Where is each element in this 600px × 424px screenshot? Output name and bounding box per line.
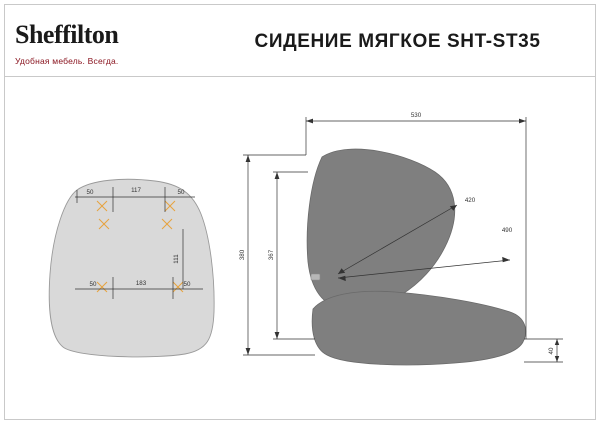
brand-name: Sheffilton xyxy=(15,20,119,49)
seat-cushion xyxy=(312,291,526,365)
page-title: СИДЕНИЕ МЯГКОЕ SHT-ST35 xyxy=(254,31,541,52)
backrest-cushion xyxy=(307,149,455,309)
dim-label: 183 xyxy=(135,280,147,287)
brand-logo xyxy=(15,21,195,66)
seat-top-view xyxy=(49,179,214,357)
hinge-detail xyxy=(311,274,320,280)
dim-label: 530 xyxy=(410,112,422,119)
dim-label: 50 xyxy=(89,281,97,288)
dim-label: 50 xyxy=(183,281,191,288)
dim-label: 420 xyxy=(464,197,476,204)
dim-label: 117 xyxy=(131,187,141,194)
page-header xyxy=(5,5,595,77)
dim-label: 50 xyxy=(177,189,185,196)
dim-label: 380 xyxy=(239,249,246,261)
dim-label: 490 xyxy=(501,227,513,234)
dim-label: 111 xyxy=(173,254,180,264)
seat-top-outline xyxy=(49,179,214,357)
seat-side-view xyxy=(239,112,563,365)
dim-label: 367 xyxy=(268,249,275,261)
dim-label: 40 xyxy=(548,347,555,355)
dim-label: 50 xyxy=(86,189,94,196)
brand-tagline: Удобная мебель. Всегда. xyxy=(15,56,119,66)
technical-drawing xyxy=(5,77,595,419)
